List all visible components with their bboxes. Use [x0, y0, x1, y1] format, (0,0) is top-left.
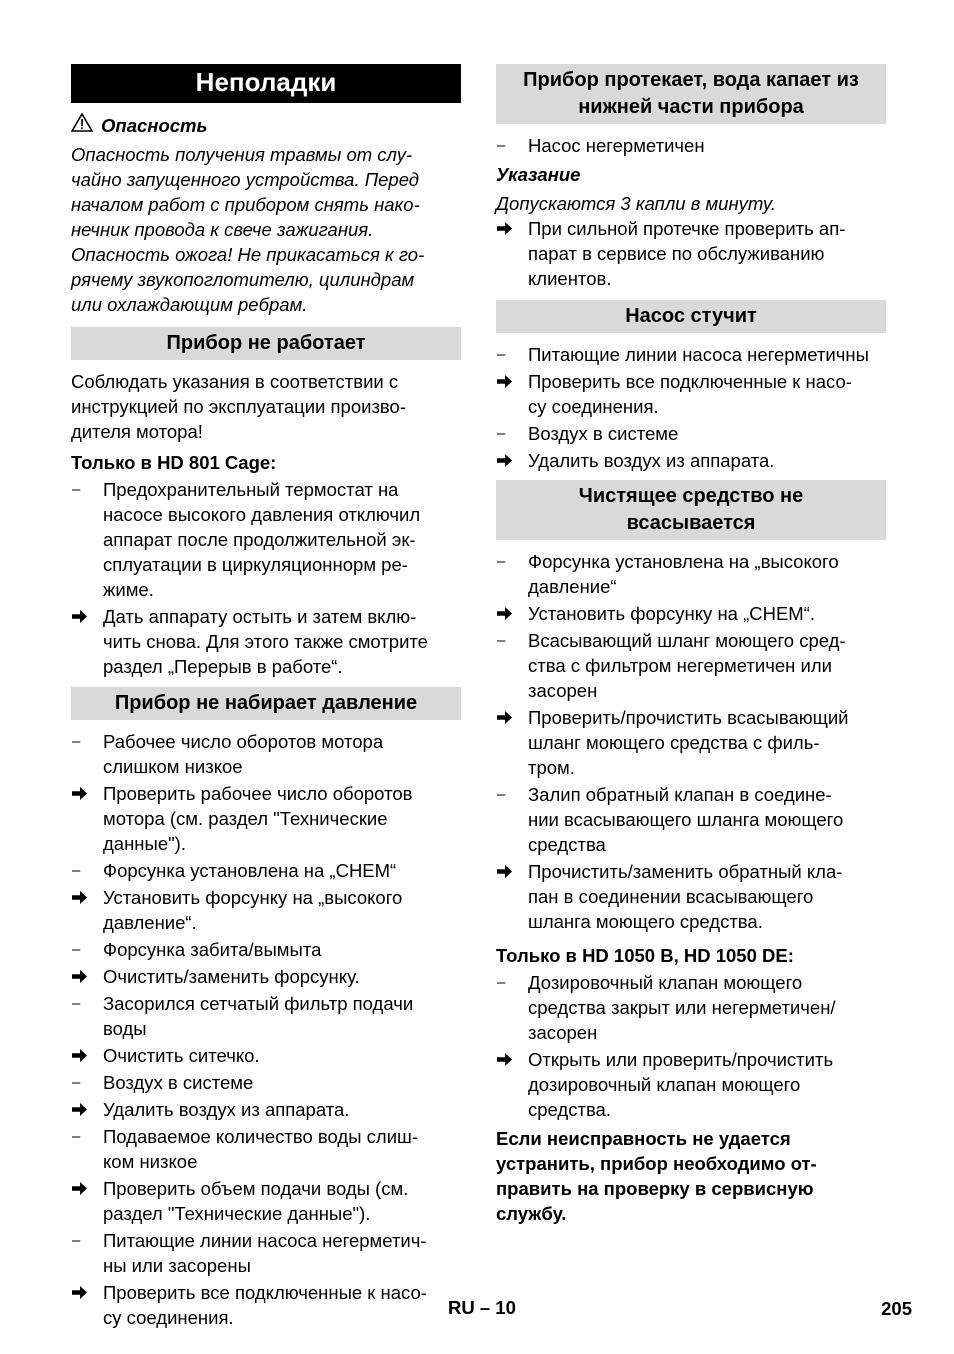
danger-line: или охлаждающим ребрам.: [71, 294, 308, 315]
warning-triangle-icon: [71, 113, 93, 138]
final-notice: [496, 1126, 886, 1226]
item-line: Форсунка установлена на „CHEM“: [103, 860, 397, 881]
item-line: Форсунка забита/вымыта: [103, 939, 322, 960]
dash-icon: –: [72, 733, 81, 750]
item-line: средства.: [528, 1099, 611, 1120]
text-line: дителя мотора!: [71, 421, 203, 442]
troubleshoot-list: [496, 549, 886, 934]
list-item: [496, 628, 886, 703]
section-title-not-working: Прибор не работает: [71, 327, 461, 360]
section-title-line: Чистящее средство не: [578, 485, 804, 507]
list-item: [496, 1047, 886, 1122]
dash-icon: –: [497, 553, 506, 570]
list-item: [71, 937, 461, 962]
list-item: [71, 885, 461, 935]
dash-icon: –: [497, 346, 506, 363]
item-line: парат в сервисе по обслуживанию: [528, 243, 825, 264]
item-line: Дозировочный клапан моющего: [528, 972, 803, 993]
list-item: [71, 1043, 461, 1068]
item-line: Удалить воздух из аппарата.: [103, 1099, 350, 1120]
note-text: Допускаются 3 капли в минуту.: [496, 193, 777, 214]
list-item: [71, 1228, 461, 1278]
item-line: Питающие линии насоса негерметич-: [103, 1230, 427, 1251]
item-line: засорен: [528, 680, 598, 701]
item-line: Установить форсунку на „CHEM“.: [528, 603, 816, 624]
section-title-detergent: [496, 480, 886, 540]
danger-line: Опасность получения травмы от слу-: [71, 144, 413, 165]
list-item: [496, 549, 886, 599]
list-item: [71, 781, 461, 856]
item-line: шланг моющего средства с филь-: [528, 732, 820, 753]
item-line: Прочистить/заменить обратный кла-: [528, 861, 843, 882]
item-line: аппарат после продолжительной эк-: [103, 529, 416, 550]
section-title-line: всасывается: [626, 512, 756, 534]
list-item: [71, 964, 461, 989]
right-column: [496, 64, 886, 1226]
item-line: ства с фильтром негерметичен или: [528, 655, 832, 676]
section-title-pump-knocks: Насос стучит: [496, 300, 886, 333]
text-line: инструкцией по эксплуатации произво-: [71, 396, 407, 417]
dash-icon: –: [72, 1232, 81, 1249]
item-line: клиентов.: [528, 268, 612, 289]
list-item: [71, 858, 461, 883]
item-line: Насос негерметичен: [528, 135, 705, 156]
item-line: воды: [103, 1018, 147, 1039]
list-item: [496, 369, 886, 419]
dash-icon: –: [72, 995, 81, 1012]
list-item: [71, 729, 461, 779]
danger-line: Опасность ожога! Не прикасаться к го-: [71, 244, 425, 265]
dash-icon: –: [497, 137, 506, 154]
danger-label: Опасность: [101, 115, 208, 136]
item-line: Дать аппарату остыть и затем вклю-: [103, 606, 417, 627]
item-line: дозировочный клапан моющего: [528, 1074, 801, 1095]
list-item: [71, 604, 461, 679]
list-item: [496, 342, 886, 367]
list-item: [496, 216, 886, 291]
item-line: раздел „Перерыв в работе“.: [103, 656, 343, 677]
troubleshoot-list: [496, 970, 886, 1122]
item-line: Рабочее число оборотов мотора: [103, 731, 384, 752]
item-line: жиме.: [103, 579, 154, 600]
item-line: засорен: [528, 1022, 598, 1043]
item-line: ком низкое: [103, 1151, 198, 1172]
item-line: Воздух в системе: [528, 423, 679, 444]
danger-line: чайно запущенного устройства. Перед: [71, 169, 420, 190]
item-line: Открыть или проверить/прочистить: [528, 1049, 834, 1070]
dash-icon: –: [72, 481, 81, 498]
item-line: тром.: [528, 757, 575, 778]
item-line: средства: [528, 834, 606, 855]
note-label: Указание: [496, 164, 581, 185]
danger-line: началом работ с прибором снять нако-: [71, 194, 420, 215]
notice-line: устранить, прибор необходимо от-: [496, 1153, 817, 1174]
item-line: пан в соединении всасывающего: [528, 886, 814, 907]
list-item: [496, 859, 886, 934]
item-line: данные").: [103, 833, 186, 854]
notice-line: службу.: [496, 1203, 567, 1224]
item-line: Проверить все подключенные к насо-: [103, 1282, 427, 1303]
item-line: Проверить/прочистить всасывающий: [528, 707, 849, 728]
item-line: нии всасывающего шланга моющего: [528, 809, 844, 830]
dash-icon: –: [72, 1128, 81, 1145]
danger-line: нечник провода к свече зажигания.: [71, 219, 374, 240]
left-column: [71, 64, 461, 1332]
troubleshoot-list: [71, 729, 461, 1330]
item-line: Очистить ситечко.: [103, 1045, 260, 1066]
danger-line: рячему звукопоглотителю, цилиндрам: [71, 269, 415, 290]
list-item: [71, 1097, 461, 1122]
list-item: [496, 970, 886, 1045]
item-line: шланга моющего средства.: [528, 911, 763, 932]
item-line: слишком низкое: [103, 756, 243, 777]
troubleshoot-list: [71, 477, 461, 679]
item-line: ны или засорены: [103, 1255, 251, 1276]
item-line: Проверить все подключенные к насо-: [528, 371, 852, 392]
item-line: давление“: [528, 576, 617, 597]
list-item: [71, 1070, 461, 1095]
item-line: Питающие линии насоса негерметичны: [528, 344, 869, 365]
section-text: [71, 369, 461, 444]
item-line: Воздух в системе: [103, 1072, 254, 1093]
dash-icon: –: [497, 974, 506, 991]
notice-line: править на проверку в сервисную: [496, 1178, 814, 1199]
dash-icon: –: [497, 786, 506, 803]
troubleshoot-list: [496, 342, 886, 473]
section-title-line: Прибор протекает, вода капает из: [523, 69, 859, 91]
dash-icon: –: [72, 941, 81, 958]
item-line: сплуатации в циркуляционнорм ре-: [103, 554, 408, 575]
page-number: 205: [881, 1298, 912, 1319]
item-line: Всасывающий шланг моющего сред-: [528, 630, 846, 651]
list-item: [71, 1124, 461, 1174]
list-item: [71, 477, 461, 602]
item-line: Засорился сетчатый фильтр подачи: [103, 993, 414, 1014]
item-line: Проверить рабочее число оборотов: [103, 783, 413, 804]
list-item: [496, 705, 886, 780]
list-item: [71, 1280, 461, 1330]
item-line: чить снова. Для этого также смотрите: [103, 631, 428, 652]
item-line: При сильной протечке проверить ап-: [528, 218, 846, 239]
dash-icon: –: [497, 425, 506, 442]
list-item: [71, 991, 461, 1041]
text-line: Соблюдать указания в соответствии с: [71, 371, 399, 392]
item-line: Предохранительный термостат на: [103, 479, 399, 500]
page-title: Неполадки: [71, 64, 461, 103]
dash-icon: –: [72, 1074, 81, 1091]
list-item: [496, 601, 886, 626]
danger-heading: [71, 113, 461, 138]
item-line: Форсунка установлена на „высокого: [528, 551, 839, 572]
list-item: [496, 421, 886, 446]
item-line: Проверить объем подачи воды (см.: [103, 1178, 409, 1199]
item-line: давление“.: [103, 912, 197, 933]
model-note: Только в HD 1050 B, HD 1050 DE:: [496, 945, 794, 966]
list-item: [496, 448, 886, 473]
item-line: су соединения.: [528, 396, 659, 417]
list-item: [496, 782, 886, 857]
section-title-line: нижней части прибора: [578, 96, 804, 118]
item-line: Установить форсунку на „высокого: [103, 887, 403, 908]
item-line: Очистить/заменить форсунку.: [103, 966, 360, 987]
model-note: Только в HD 801 Cage:: [71, 452, 277, 473]
section-title-no-pressure: Прибор не набирает давление: [71, 687, 461, 720]
item-line: мотора (см. раздел "Технические: [103, 808, 388, 829]
section-title-leaking: [496, 64, 886, 124]
item-line: су соединения.: [103, 1307, 234, 1328]
item-line: средства закрыт или негерметичен/: [528, 997, 836, 1018]
item-line: раздел "Технические данные").: [103, 1203, 371, 1224]
list-item: [71, 1176, 461, 1226]
list-item: [496, 133, 886, 158]
item-line: насосе высокого давления отключил: [103, 504, 421, 525]
notice-line: Если неисправность не удается: [496, 1128, 791, 1149]
item-line: Удалить воздух из аппарата.: [528, 450, 775, 471]
footer-page-label: RU – 10: [448, 1297, 516, 1318]
dash-icon: –: [72, 862, 81, 879]
dash-icon: –: [497, 632, 506, 649]
item-line: Залип обратный клапан в соедине-: [528, 784, 832, 805]
item-line: Подаваемое количество воды слиш-: [103, 1126, 419, 1147]
danger-text: [71, 142, 461, 317]
